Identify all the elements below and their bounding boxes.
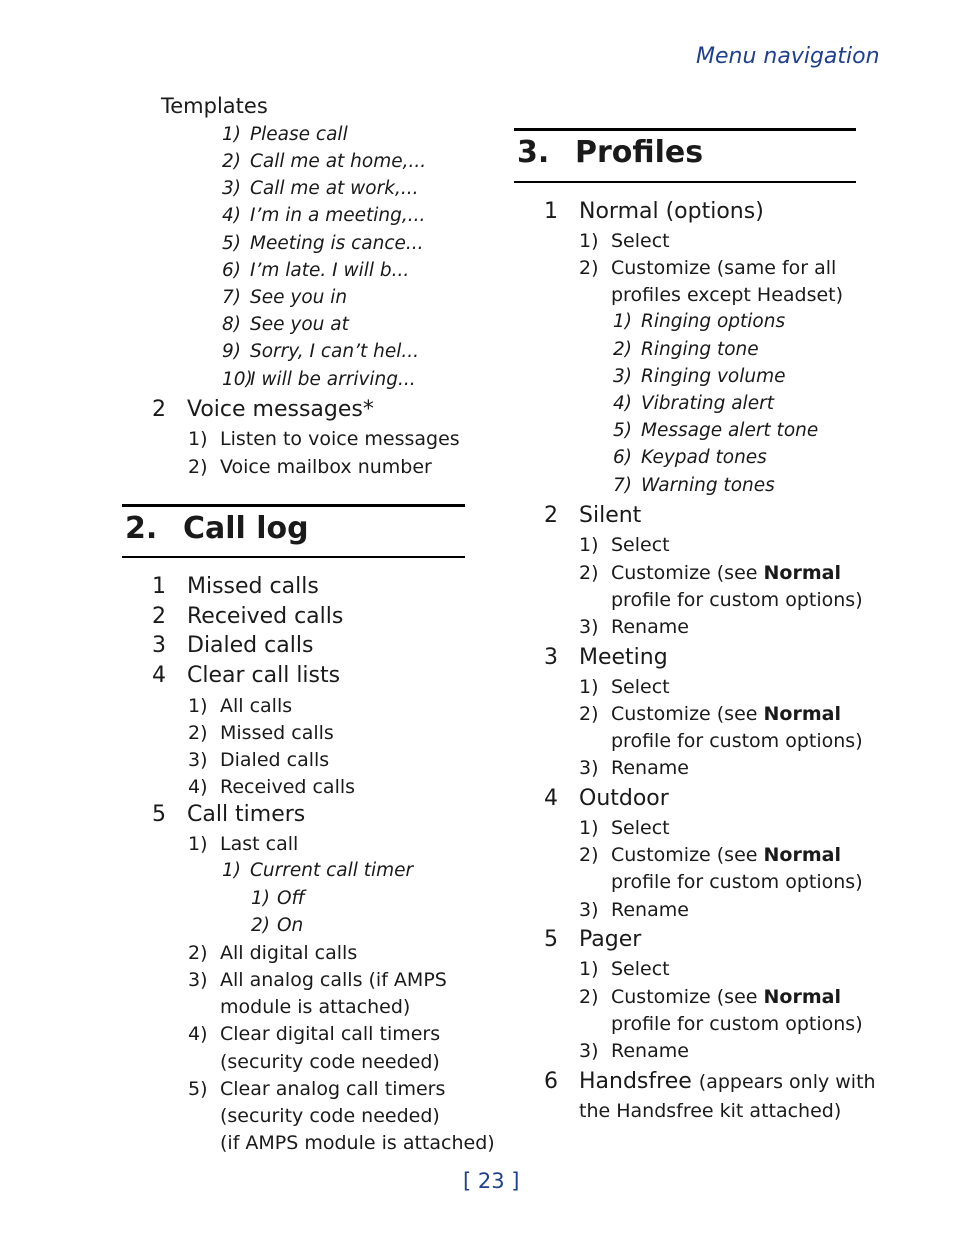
customize-option: 7) Warning tones	[613, 475, 775, 496]
running-header: Menu navigation	[696, 44, 880, 69]
timer-item-cont: (security code needed)	[220, 1051, 440, 1073]
profile-item: 2) Customize (see Normal	[579, 703, 841, 725]
section-rule-top	[122, 504, 465, 507]
timer-option: 2) On	[251, 915, 304, 936]
template-item: 5) Meeting is cance...	[222, 233, 424, 254]
clear-list-item: 4) Received calls	[188, 776, 356, 798]
customize-option: 2) Ringing tone	[613, 339, 759, 360]
templates-label: Templates	[161, 94, 268, 118]
customize-option: 1) Ringing options	[613, 311, 786, 332]
section-rule-bottom	[122, 556, 465, 558]
clear-list-item: 2) Missed calls	[188, 722, 334, 744]
call-log-item: 4 Clear call lists	[152, 663, 341, 688]
timer-option: 1) Off	[251, 888, 305, 909]
timer-item: 4) Clear digital call timers	[188, 1023, 441, 1045]
template-item: 4) I’m in a meeting,...	[222, 205, 426, 226]
timer-subitem: 1) Current call timer	[222, 860, 414, 881]
profile-heading-pager: 5 Pager	[544, 927, 642, 952]
profile-item: 2) Customize (same for all	[579, 257, 837, 279]
timer-item-cont: module is attached)	[220, 996, 411, 1018]
timer-item: 5) Clear analog call timers	[188, 1078, 446, 1100]
timer-item-cont: (if AMPS module is attached)	[220, 1132, 495, 1154]
profile-item: 2) Customize (see Normal	[579, 986, 841, 1008]
voice-item: 1) Listen to voice messages	[188, 428, 460, 450]
profile-item-cont: profiles except Headset)	[611, 284, 844, 306]
handsfree-note-cont: the Handsfree kit attached)	[579, 1100, 842, 1122]
profile-item: 3) Rename	[579, 899, 689, 921]
profile-heading-normal: 1 Normal (options)	[544, 199, 764, 224]
timer-item-cont: (security code needed)	[220, 1105, 440, 1127]
profile-item: 1) Select	[579, 230, 670, 252]
profile-item: 1) Select	[579, 817, 670, 839]
profile-heading-outdoor: 4 Outdoor	[544, 786, 669, 811]
template-item: 9) Sorry, I can’t hel...	[222, 341, 420, 362]
profile-item: 2) Customize (see Normal	[579, 562, 841, 584]
profile-item: 3) Rename	[579, 616, 689, 638]
profiles-title: 3. Profiles	[517, 135, 704, 170]
profile-item-cont: profile for custom options)	[611, 871, 863, 893]
profile-item: 3) Rename	[579, 1040, 689, 1062]
call-log-title: 2. Call log	[125, 511, 309, 546]
section-rule-bottom	[514, 181, 856, 183]
timer-item: 1) Last call	[188, 833, 299, 855]
template-item: 8) See you at	[222, 314, 349, 335]
profile-item: 1) Select	[579, 676, 670, 698]
voice-messages-heading: 2 Voice messages*	[152, 397, 374, 422]
clear-list-item: 1) All calls	[188, 695, 293, 717]
profile-item: 2) Customize (see Normal	[579, 844, 841, 866]
call-timers-heading: 5 Call timers	[152, 802, 306, 827]
profile-item: 1) Select	[579, 958, 670, 980]
customize-option: 6) Keypad tones	[613, 447, 767, 468]
template-item: 10)I will be arriving...	[222, 369, 416, 390]
clear-list-item: 3) Dialed calls	[188, 749, 330, 771]
timer-item: 3) All analog calls (if AMPS	[188, 969, 447, 991]
template-item: 7) See you in	[222, 287, 348, 308]
profile-item: 3) Rename	[579, 757, 689, 779]
profile-heading-silent: 2 Silent	[544, 503, 642, 528]
customize-option: 4) Vibrating alert	[613, 393, 774, 414]
template-item: 6) I’m late. I will b...	[222, 260, 410, 281]
call-log-item: 1 Missed calls	[152, 574, 319, 599]
profile-heading-meeting: 3 Meeting	[544, 645, 668, 670]
customize-option: 3) Ringing volume	[613, 366, 786, 387]
page-number: [ 23 ]	[463, 1169, 520, 1193]
template-item: 1) Please call	[222, 124, 348, 145]
call-log-item: 2 Received calls	[152, 604, 344, 629]
profile-item: 1) Select	[579, 534, 670, 556]
profile-heading-handsfree: 6 Handsfree (appears only with	[544, 1069, 876, 1094]
call-log-item: 3 Dialed calls	[152, 633, 314, 658]
section-rule-top	[514, 128, 856, 131]
profile-item-cont: profile for custom options)	[611, 1013, 863, 1035]
profile-item-cont: profile for custom options)	[611, 730, 863, 752]
profile-item-cont: profile for custom options)	[611, 589, 863, 611]
customize-option: 5) Message alert tone	[613, 420, 819, 441]
timer-item: 2) All digital calls	[188, 942, 358, 964]
template-item: 3) Call me at work,...	[222, 178, 419, 199]
voice-item: 2) Voice mailbox number	[188, 456, 432, 478]
template-item: 2) Call me at home,...	[222, 151, 427, 172]
